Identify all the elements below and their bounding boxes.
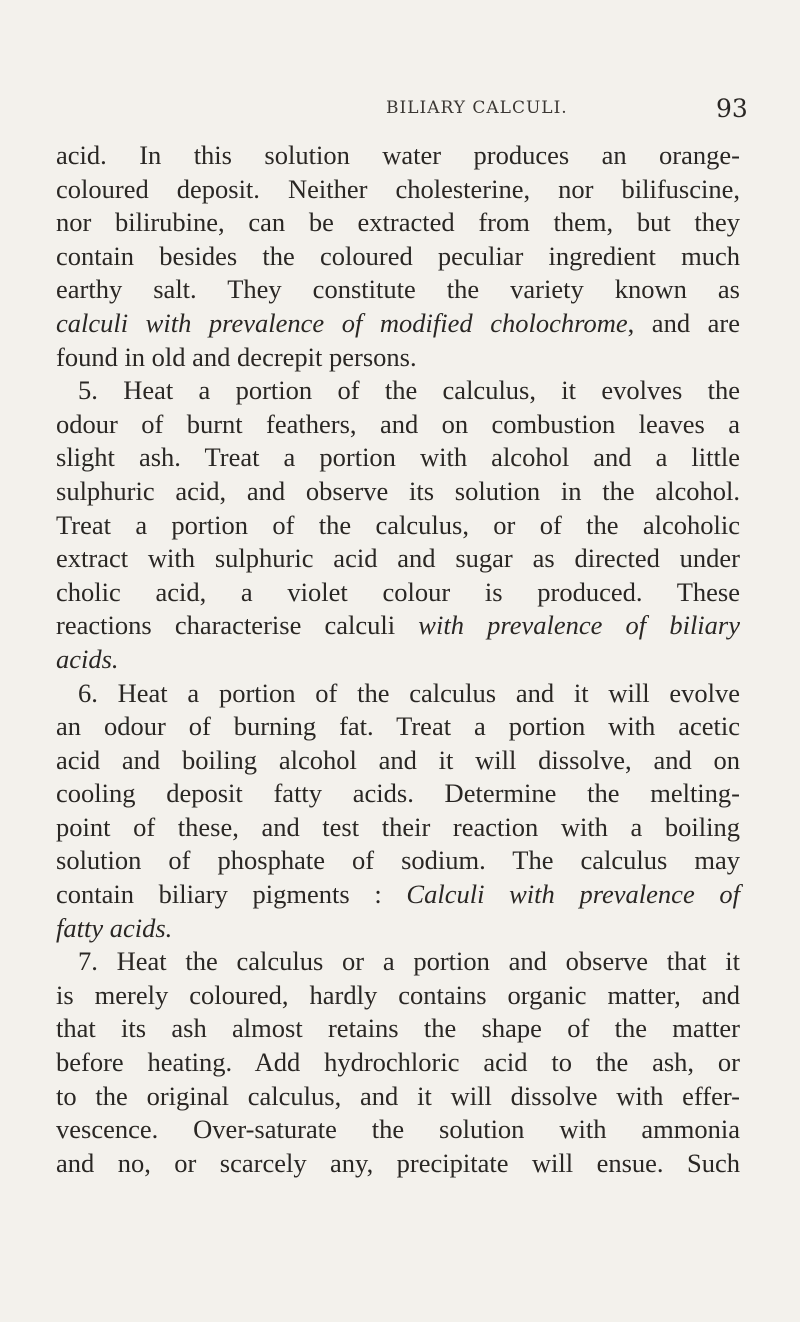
text-line [56, 475, 740, 509]
text-line [56, 307, 740, 341]
text-run: contain besides the coloured peculiar ingredient much [56, 240, 740, 271]
text-line [56, 273, 740, 307]
text-line [56, 878, 740, 912]
text-line [56, 677, 740, 711]
text-run: slight ash. Treat a portion with alcohol and a little [56, 442, 740, 473]
running-head: BILIARY CALCULI. [386, 98, 568, 118]
italic-run: fatty acids. [56, 912, 173, 943]
text-line [56, 811, 740, 845]
text-run: 6. Heat a portion of the calculus and it will evolve [78, 677, 740, 708]
text-run: point of these, and test their reaction with a boiling [56, 811, 740, 842]
body-text [56, 139, 740, 1180]
text-run: 7. Heat the calculus or a portion and observe that it [78, 946, 740, 977]
text-run: that its ash almost retains the shape of the matter [56, 1013, 740, 1044]
text-line [56, 643, 740, 677]
text-line [56, 744, 740, 778]
text-line [56, 844, 740, 878]
text-line [56, 408, 740, 442]
text-line [56, 777, 740, 811]
text-line [56, 710, 740, 744]
text-run: an odour of burning fat. Treat a portion with acetic [56, 711, 740, 742]
text-run: earthy salt. They constitute the variety known as [56, 274, 740, 305]
text-run: sulphuric acid, and observe its solution in the alcohol. [56, 475, 740, 506]
italic-run: Calculi with prevalence of [406, 879, 740, 910]
text-run: extract with sulphuric acid and sugar as directed under [56, 543, 740, 574]
text-run: to the original calculus, and it will dissolve with effer- [56, 1080, 740, 1111]
italic-run: acids. [56, 643, 119, 674]
text-run: cooling deposit fatty acids. Determine the melting- [56, 778, 740, 809]
text-line [56, 1080, 740, 1114]
text-line [56, 1147, 740, 1181]
text-run: vescence. Over-saturate the solution with ammonia [56, 1114, 740, 1145]
text-line [56, 240, 740, 274]
text-run: 5. Heat a portion of the calculus, it evolves the [78, 375, 740, 406]
text-run: found in old and decrepit persons. [56, 341, 417, 372]
text-line [56, 509, 740, 543]
text-line [56, 1113, 740, 1147]
text-run: nor bilirubine, can be extracted from them, but they [56, 207, 740, 238]
text-line [56, 979, 740, 1013]
text-run: odour of burnt feathers, and on combustion leaves a [56, 408, 740, 439]
text-run: , and are [627, 307, 740, 338]
page-number: 93 [716, 94, 748, 123]
text-line [56, 441, 740, 475]
text-run: before heating. Add hydrochloric acid to the ash, or [56, 1047, 740, 1078]
text-line [56, 173, 740, 207]
text-run: Treat a portion of the calculus, or of the alcoholic [56, 509, 740, 540]
text-run: solution of phosphate of sodium. The calculus may [56, 845, 740, 876]
italic-run: with prevalence of biliary [418, 610, 740, 641]
text-line [56, 1012, 740, 1046]
text-run: coloured deposit. Neither cholesterine, nor bilifuscine, [56, 173, 740, 204]
text-line [56, 341, 740, 375]
text-line [56, 374, 740, 408]
text-line [56, 609, 740, 643]
italic-run: calculi with prevalence of modified cholochrome [56, 307, 628, 338]
text-run: is merely coloured, hardly contains organic matter, and [56, 979, 740, 1010]
text-line [56, 542, 740, 576]
text-line [56, 912, 740, 946]
text-run: contain biliary pigments : [56, 879, 407, 910]
text-line [56, 206, 740, 240]
text-run: reactions characterise calculi [56, 610, 419, 641]
text-run: acid and boiling alcohol and it will dissolve, and on [56, 744, 740, 775]
text-line [56, 576, 740, 610]
text-line [56, 945, 740, 979]
text-run: acid. In this solution water produces an orange- [56, 140, 740, 170]
text-line [56, 139, 740, 173]
text-run: cholic acid, a violet colour is produced. These [56, 576, 740, 607]
text-line [56, 1046, 740, 1080]
text-run: and no, or scarcely any, precipitate will ensue. Such [56, 1147, 740, 1178]
page-header [0, 94, 800, 128]
